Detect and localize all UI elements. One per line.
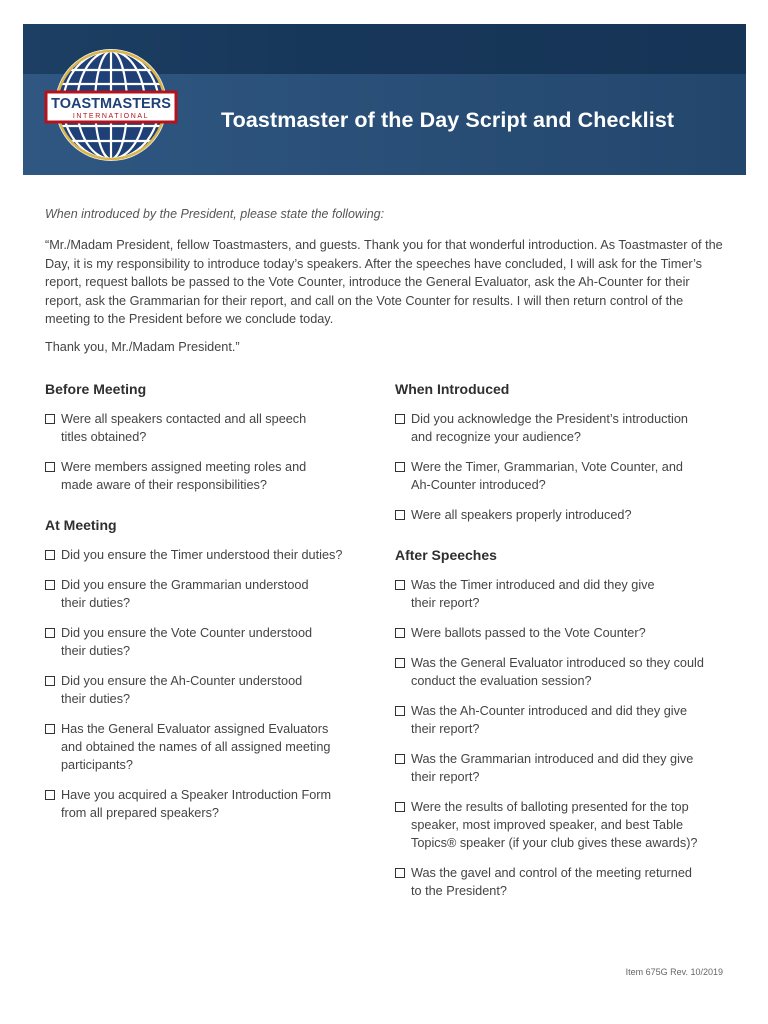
checkbox[interactable]: [395, 580, 405, 590]
intro-prompt: When introduced by the President, please state the following:: [45, 207, 385, 221]
checklist-item[interactable]: Were all speakers properly introduced?: [395, 506, 730, 524]
item-number-footer: Item 675G Rev. 10/2019: [625, 967, 723, 977]
checklist-item[interactable]: Was the Ah-Counter introduced and did they give their report?: [395, 702, 730, 738]
checkbox[interactable]: [395, 628, 405, 638]
toastmasters-logo: [44, 48, 178, 162]
checkbox[interactable]: [45, 628, 55, 638]
logo-text: TOASTMASTERS: [51, 96, 171, 112]
checklist-item[interactable]: Was the Grammarian introduced and did they give their report?: [395, 750, 730, 786]
checkbox[interactable]: [395, 462, 405, 472]
section-heading-when-introduced: When Introduced: [395, 381, 510, 397]
checkbox[interactable]: [395, 868, 405, 878]
checkbox[interactable]: [395, 658, 405, 668]
checkbox[interactable]: [45, 414, 55, 424]
checklist-item[interactable]: Did you acknowledge the President’s introduction and recognize your audience?: [395, 410, 730, 446]
checklist-item[interactable]: Did you ensure the Ah-Counter understood their duties?: [45, 672, 375, 708]
checkbox[interactable]: [395, 754, 405, 764]
checklist-item[interactable]: Were all speakers contacted and all speech titles obtained?: [45, 410, 375, 446]
checklist-item[interactable]: Were members assigned meeting roles and made aware of their responsibilities?: [45, 458, 375, 494]
checkbox[interactable]: [45, 550, 55, 560]
checkbox[interactable]: [45, 724, 55, 734]
logo-subtext: INTERNATIONAL: [72, 113, 150, 120]
section-heading-at-meeting: At Meeting: [45, 517, 117, 533]
checkbox[interactable]: [45, 580, 55, 590]
checklist-item[interactable]: Were ballots passed to the Vote Counter?: [395, 624, 730, 642]
page-title: Toastmaster of the Day Script and Checklist: [221, 108, 675, 132]
checklist-item[interactable]: Did you ensure the Grammarian understood their duties?: [45, 576, 375, 612]
checklist-item[interactable]: Did you ensure the Vote Counter understood their duties?: [45, 624, 375, 660]
intro-script: “Mr./Madam President, fellow Toastmasters, and guests. Thank you for that wonderful introduction. As Toastmaster of the Day, it is my responsibility to introduce today’s speakers. After the speeches have concluded, I will ask for the Timer’s report, request ballots be passed to the Vote Counter, introduce the General Evaluator, ask the Ah-Counter for their report, ask the Grammarian for their report, and call on the Vote Counter for results. I will then return control of the meeting to the President before we conclude today.: [45, 238, 723, 326]
checklist-item[interactable]: Were the results of balloting presented for the top speaker, most improved speaker, and best Table Topics® speaker (if your club gives these awards)?: [395, 798, 730, 852]
checklist-item[interactable]: Was the General Evaluator introduced so they could conduct the evaluation session?: [395, 654, 730, 690]
checkbox[interactable]: [395, 802, 405, 812]
checklist-item[interactable]: Were the Timer, Grammarian, Vote Counter, and Ah-Counter introduced?: [395, 458, 730, 494]
checkbox[interactable]: [395, 510, 405, 520]
checkbox[interactable]: [45, 462, 55, 472]
right-column: [395, 378, 730, 900]
intro-thanks: Thank you, Mr./Madam President.”: [45, 340, 240, 354]
checkbox[interactable]: [395, 414, 405, 424]
checklist-item[interactable]: Was the Timer introduced and did they give their report?: [395, 576, 730, 612]
checklist-item[interactable]: Did you ensure the Timer understood their duties?: [45, 546, 375, 564]
checkbox[interactable]: [45, 790, 55, 800]
checklist-item[interactable]: Has the General Evaluator assigned Evaluators and obtained the names of all assigned meeting participants?: [45, 720, 375, 774]
section-heading-before-meeting: Before Meeting: [45, 381, 147, 397]
left-column: [45, 378, 375, 822]
checkbox[interactable]: [45, 676, 55, 686]
section-heading-after-speeches: After Speeches: [395, 547, 497, 563]
checkbox[interactable]: [395, 706, 405, 716]
checklist-item[interactable]: Have you acquired a Speaker Introduction Form from all prepared speakers?: [45, 786, 375, 822]
checklist-item[interactable]: Was the gavel and control of the meeting returned to the President?: [395, 864, 730, 900]
